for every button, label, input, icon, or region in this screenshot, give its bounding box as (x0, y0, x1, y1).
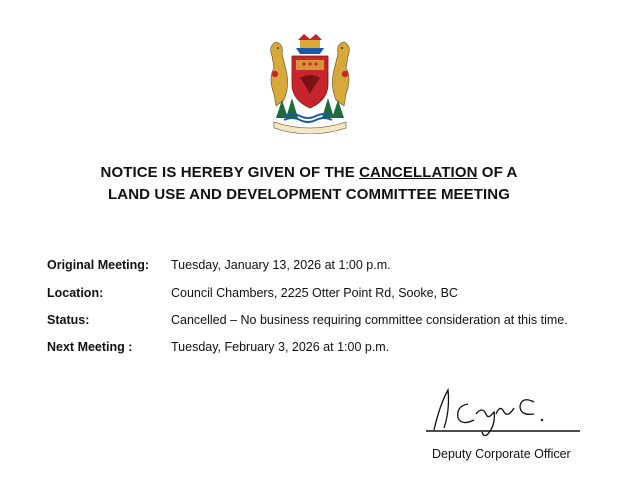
notice-heading (0, 162, 618, 206)
notice-heading-line-2: LAND USE AND DEVELOPMENT COMMITTEE MEETING (108, 186, 510, 203)
handwritten-signature (422, 384, 582, 436)
detail-value: Tuesday, February 3, 2026 at 1:00 p.m. (171, 340, 390, 354)
heading-suffix: OF A (477, 164, 518, 181)
coat-of-arms-logo (262, 34, 358, 134)
detail-row-status (47, 312, 568, 328)
detail-label: Next Meeting : (47, 340, 133, 354)
detail-value: Cancelled – No business requiring committee consideration at this time. (171, 313, 568, 327)
heading-cancellation-word: CANCELLATION (359, 164, 478, 181)
detail-value: Tuesday, January 13, 2026 at 1:00 p.m. (171, 258, 391, 272)
detail-row-original-meeting (47, 257, 391, 273)
signatory-title: Deputy Corporate Officer (432, 447, 571, 461)
detail-label: Location: (47, 286, 104, 300)
detail-row-next-meeting (47, 339, 389, 355)
notice-heading-line-1 (0, 162, 618, 184)
detail-row-location (47, 285, 458, 301)
detail-label: Original Meeting: (47, 258, 150, 272)
heading-prefix: NOTICE IS HEREBY GIVEN OF THE (100, 164, 360, 181)
detail-label: Status: (47, 313, 90, 327)
detail-value: Council Chambers, 2225 Otter Point Rd, Sooke, BC (171, 286, 458, 300)
